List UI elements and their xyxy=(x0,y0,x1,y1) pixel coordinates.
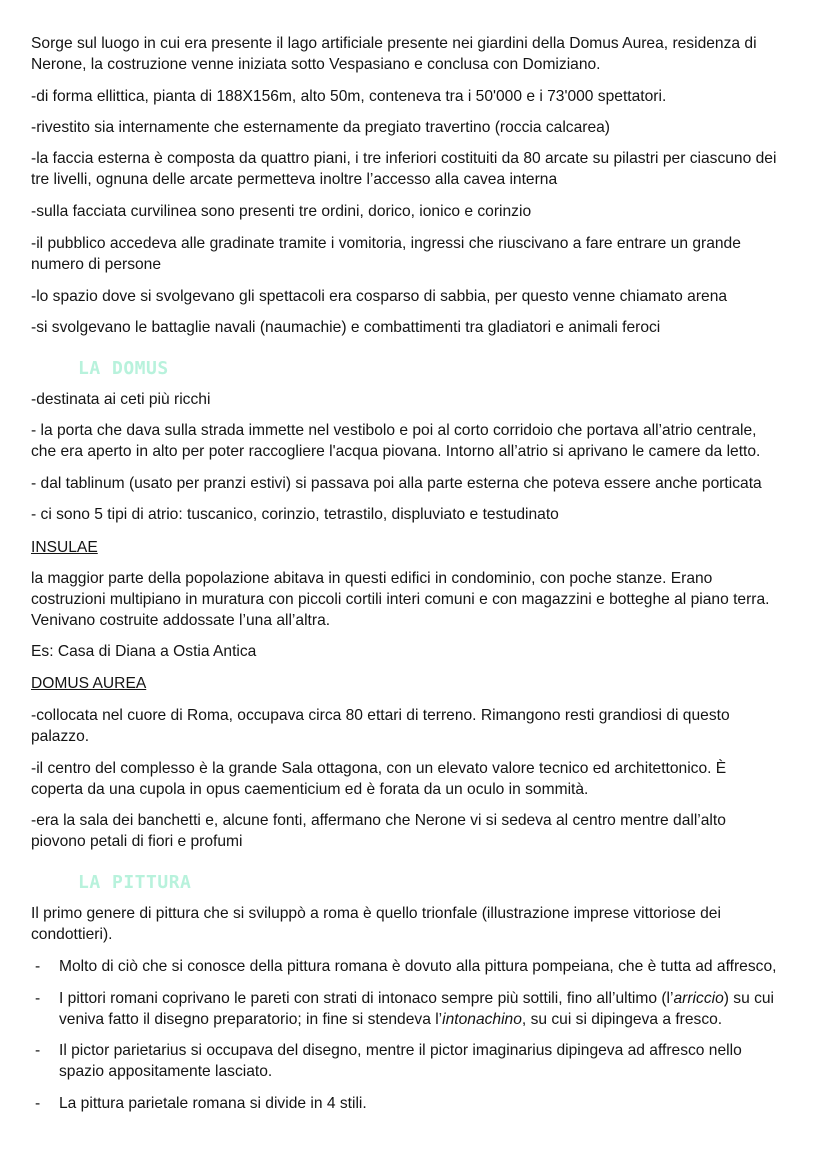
domus-p4: - ci sono 5 tipi di atrio: tuscanico, corinzio, tetrastilo, displuviato e testudinato xyxy=(31,506,559,523)
pittura-bullet-3: Il pictor parietarius si occupava del disegno, mentre il pictor imaginarius dipingeva ad affresco nello spazio appositamente lasciato. xyxy=(59,1042,742,1080)
colosseo-p3: -la faccia esterna è composta da quattro piani, i tre inferiori costituiti da 80 arcate su pilastri per ciascuno dei tre livelli, ognuna delle arcate permetteva inoltre l’accesso alla cavea interna xyxy=(31,150,777,188)
colosseo-p4: -sulla facciata curvilinea sono presenti tre ordini, dorico, ionico e corinzio xyxy=(31,203,532,220)
pittura-bullet-1: Molto di ciò che si conosce della pittura romana è dovuto alla pittura pompeiana, che è tutta ad affresco, xyxy=(59,958,777,975)
insulae-heading: INSULAE xyxy=(31,539,98,556)
pittura-heading: LA PITTURA xyxy=(78,872,192,893)
colosseo-p2: -rivestito sia internamente che esternamente da pregiato travertino (roccia calcarea) xyxy=(31,119,610,136)
colosseo-p7: -si svolgevano le battaglie navali (naumachie) e combattimenti tra gladiatori e animali feroci xyxy=(31,319,661,336)
insulae-p2: Es: Casa di Diana a Ostia Antica xyxy=(31,643,257,660)
pittura-intro: Il primo genere di pittura che si sviluppò a roma è quello trionfale (illustrazione imprese vittoriose dei condottieri). xyxy=(31,905,721,943)
domus-p3: - dal tablinum (usato per pranzi estivi) si passava poi alla parte esterna che poteva essere anche porticata xyxy=(31,475,762,492)
domus-p1: -destinata ai ceti più ricchi xyxy=(31,391,211,408)
colosseo-p5: -il pubblico accedeva alle gradinate tramite i vomitoria, ingressi che riuscivano a fare entrare un grande numero di persone xyxy=(31,235,741,273)
domus-aurea-p2: -il centro del complesso è la grande Sala ottagona, con un elevato valore tecnico ed architettonico. È coperta da una cupola in opus caementicium ed è forata da un oculo in sommità. xyxy=(31,760,727,798)
domus-heading: LA DOMUS xyxy=(78,358,169,379)
domus-aurea-heading: DOMUS AUREA xyxy=(31,675,147,692)
pittura-bullet-4: La pittura parietale romana si divide in 4 stili. xyxy=(59,1095,367,1112)
colosseo-p6: -lo spazio dove si svolgevano gli spettacoli era cosparso di sabbia, per questo venne chiamato arena xyxy=(31,288,728,305)
pittura-bullet-2: I pittori romani coprivano le pareti con strati di intonaco sempre più sottili, fino all’ultimo (l’arriccio) su cui veniva fatto il disegno preparatorio; in fine si stendeva l’intonachino, su cui si dipingeva a fresco. xyxy=(59,990,775,1028)
insulae-p1: la maggior parte della popolazione abitava in questi edifici in condominio, con poche stanze. Erano costruzioni multipiano in muratura con piccoli cortili interi comuni e con magazzini e botteghe al piano terra. Venivano costruite addossate l’una all’altra. xyxy=(31,570,770,629)
bullet-dash: - xyxy=(35,1095,41,1112)
domus-aurea-p1: -collocata nel cuore di Roma, occupava circa 80 ettari di terreno. Rimangono resti grandiosi di questo palazzo. xyxy=(31,707,730,745)
colosseo-intro: Sorge sul luogo in cui era presente il lago artificiale presente nei giardini della Domus Aurea, residenza di Nerone, la costruzione venne iniziata sotto Vespasiano e conclusa con Domiziano. xyxy=(31,35,757,73)
bullet-dash: - xyxy=(35,1042,41,1059)
bullet-dash: - xyxy=(35,990,41,1007)
domus-aurea-p3: -era la sala dei banchetti e, alcune fonti, affermano che Nerone vi si sedeva al centro mentre dall’alto piovono petali di fiori e profumi xyxy=(31,812,726,850)
domus-p2: - la porta che dava sulla strada immette nel vestibolo e poi al corto corridoio che portava all’atrio centrale, che era aperto in alto per poter raccogliere l'acqua piovana. Intorno all’atrio si aprivano le camere da letto. xyxy=(31,422,761,460)
colosseo-p1: -di forma ellittica, pianta di 188X156m, alto 50m, conteneva tra i 50'000 e i 73'000 spettatori. xyxy=(31,88,667,105)
bullet-dash: - xyxy=(35,958,41,975)
